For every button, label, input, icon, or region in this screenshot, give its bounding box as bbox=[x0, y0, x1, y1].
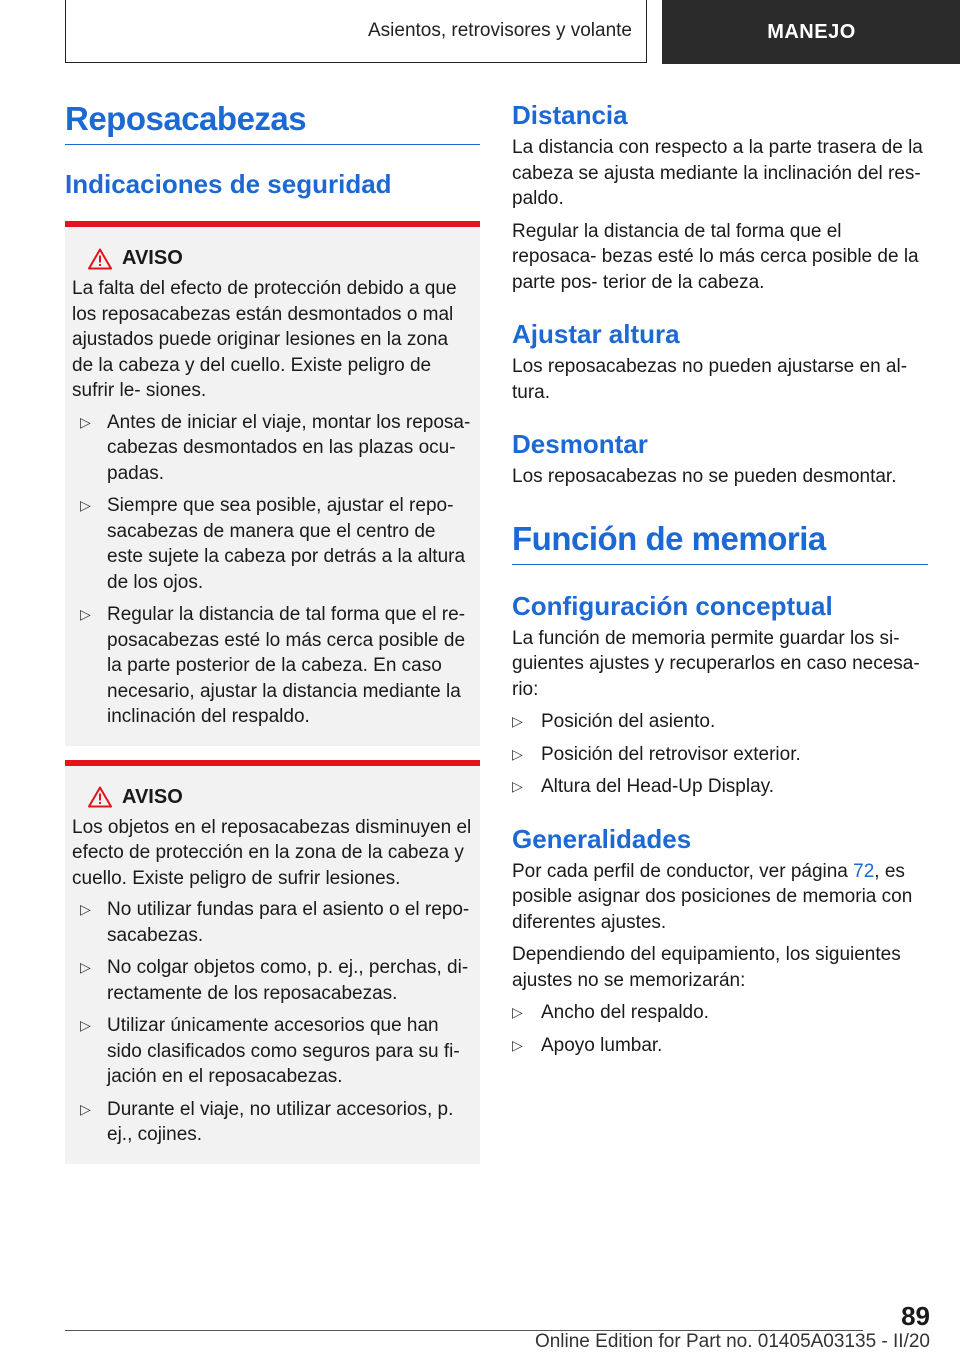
warning-box bbox=[65, 221, 480, 746]
section-title: Asientos, retrovisores y volante bbox=[65, 0, 647, 63]
triangle-bullet-icon: ▷ bbox=[80, 413, 91, 430]
list-item: ▷ Apoyo lumbar. bbox=[512, 1033, 928, 1059]
page-reference-link[interactable]: 72 bbox=[853, 860, 875, 882]
warning-box bbox=[65, 760, 480, 1164]
list-item: ▷ Posición del asiento. bbox=[512, 709, 928, 735]
chapter-tab: MANEJO bbox=[662, 0, 960, 64]
list-item: ▷ Durante el viaje, no utilizar accesorios, p. ej., cojines. bbox=[80, 1098, 454, 1145]
heading-ajustar-altura: Ajustar altura bbox=[512, 319, 680, 349]
list-item: ▷ Utilizar únicamente accesorios que han sido clasificados como seguros para su fi‐ jación en el reposacabezas. bbox=[80, 1015, 460, 1087]
triangle-bullet-icon: ▷ bbox=[512, 713, 523, 729]
list-item: ▷ Altura del Head-Up Display. bbox=[512, 774, 928, 800]
section-heading-memoria: Función de memoria bbox=[512, 520, 928, 565]
triangle-bullet-icon: ▷ bbox=[80, 959, 91, 975]
list-item: ▷ Regular la distancia de tal forma que el re‐ posacabezas esté lo más cerca posible de la parte posterior de la cabeza. En caso necesario, ajustar la distancia mediante la inclinación del respaldo. bbox=[80, 604, 466, 727]
list-item: ▷ Antes de iniciar el viaje, montar los reposa‐ cabezas desmontados en las plazas ocu‐ padas. bbox=[80, 411, 471, 484]
page-header bbox=[65, 0, 960, 64]
paragraph: Por cada perfil de conductor, ver página 72, es posible asignar dos posiciones de memoria con diferentes ajustes. bbox=[512, 860, 913, 933]
paragraph: Los reposacabezas no pueden ajustarse en al‐ tura. bbox=[512, 356, 908, 403]
left-column bbox=[65, 100, 480, 1164]
triangle-bullet-icon: ▷ bbox=[80, 606, 91, 622]
list-item: ▷ No utilizar fundas para el asiento o el repo‐ sacabezas. bbox=[80, 899, 470, 946]
triangle-bullet-icon: ▷ bbox=[80, 497, 91, 513]
triangle-bullet-icon: ▷ bbox=[80, 1017, 91, 1033]
paragraph: La distancia con respecto a la parte trasera de la cabeza se ajusta mediante la inclinación del res‐ paldo. bbox=[512, 137, 923, 209]
warning-triangle-icon bbox=[88, 786, 112, 808]
heading-configuracion: Configuración conceptual bbox=[512, 590, 833, 621]
heading-desmontar: Desmontar bbox=[512, 429, 648, 459]
page-number: 89 bbox=[901, 1301, 930, 1331]
heading-distancia: Distancia bbox=[512, 100, 628, 130]
paragraph: Los reposacabezas no se pueden desmontar. bbox=[512, 466, 897, 487]
edition-note: Online Edition for Part no. 01405A03135 - II/20 bbox=[534, 1331, 930, 1352]
warning-list bbox=[72, 410, 472, 730]
triangle-bullet-icon: ▷ bbox=[512, 778, 523, 794]
warning-text: Los objetos en el reposacabezas disminuyen el efecto de protección en la zona de la cabeza y cuello. Existe peligro de sufrir lesiones. bbox=[72, 816, 472, 889]
triangle-bullet-icon: ▷ bbox=[80, 901, 91, 917]
triangle-bullet-icon: ▷ bbox=[512, 745, 523, 762]
warning-triangle-icon bbox=[88, 248, 112, 270]
heading-generalidades: Generalidades bbox=[512, 823, 692, 854]
paragraph: Regular la distancia de tal forma que el reposaca‐ bezas esté lo más cerca posible de la parte pos‐ terior de la cabeza. bbox=[512, 220, 919, 293]
warning-label: AVISO bbox=[122, 785, 183, 808]
warning-text: La falta del efecto de protección debido a que los reposacabezas están desmontados o mal ajustados puede originar lesiones en la zona de la cabeza y del cuello. Existe peligro de sufrir le‐ siones. bbox=[72, 278, 457, 401]
triangle-bullet-icon: ▷ bbox=[512, 1004, 523, 1020]
triangle-bullet-icon: ▷ bbox=[80, 1100, 91, 1117]
right-column bbox=[512, 100, 928, 1058]
paragraph: Dependiendo del equipamiento, los siguientes ajustes no se memorizarán: bbox=[512, 944, 901, 991]
memory-list bbox=[512, 709, 928, 800]
section-heading-reposacabezas: Reposacabezas bbox=[65, 100, 480, 145]
list-item: ▷ Ancho del respaldo. bbox=[512, 1000, 928, 1026]
non-memorized-list bbox=[512, 1000, 928, 1058]
triangle-bullet-icon: ▷ bbox=[512, 1036, 523, 1053]
list-item: ▷ No colgar objetos como, p. ej., perchas, di‐ rectamente de los reposacabezas. bbox=[80, 957, 469, 1004]
subheading-seguridad: Indicaciones de seguridad bbox=[65, 169, 392, 199]
warning-label: AVISO bbox=[122, 247, 183, 269]
list-item: ▷ Posición del retrovisor exterior. bbox=[512, 742, 928, 768]
warning-list bbox=[72, 897, 472, 1148]
list-item: ▷ Siempre que sea posible, ajustar el repo‐ sacabezas de manera que el centro de este sujete la cabeza por detrás a la altura de los ojos. bbox=[80, 495, 466, 593]
paragraph: La función de memoria permite guardar los si‐ guientes ajustes y recuperarlos en caso necesa‐ rio: bbox=[512, 627, 920, 700]
